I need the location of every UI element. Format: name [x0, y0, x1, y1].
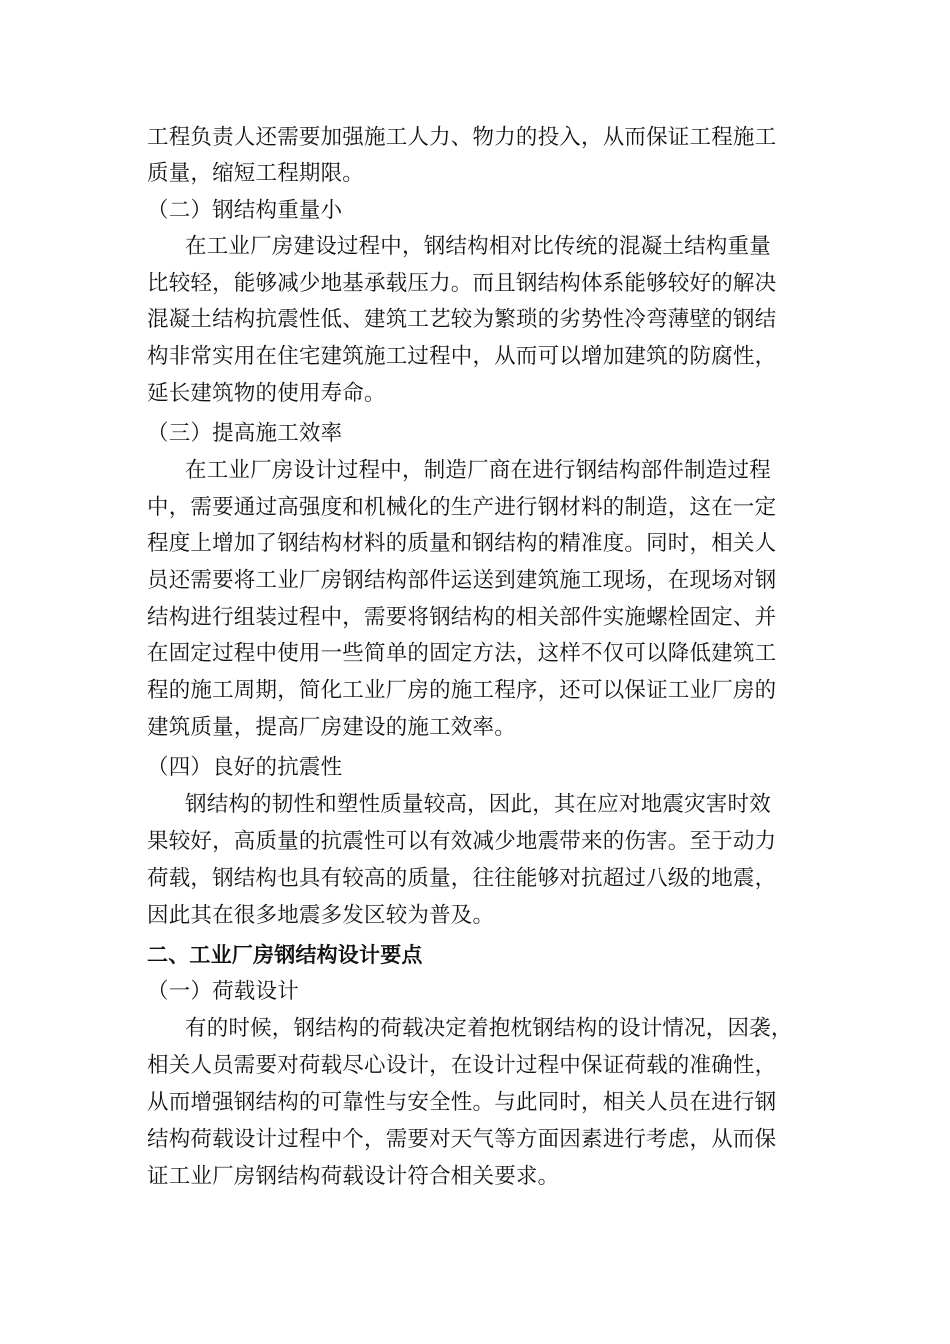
body-text-line: 建筑质量，提高厂房建设的施工效率。: [147, 715, 516, 740]
body-text-line: 相关人员需要对荷载尽心设计，在设计过程中保证荷载的准确性，: [147, 1053, 777, 1078]
body-text-line: 在工业厂房设计过程中，制造厂商在进行钢结构部件制造过程: [185, 458, 771, 483]
body-text-line: 质量，缩短工程期限。: [147, 161, 365, 186]
body-text-line: 果较好，高质量的抗震性可以有效减少地震带来的伤害。至于动力: [147, 829, 777, 854]
body-text-line: 工程负责人还需要加强施工人力、物力的投入，从而保证工程施工: [147, 125, 777, 150]
body-text-line: 中，需要通过高强度和机械化的生产进行钢材料的制造，这在一定: [147, 495, 777, 520]
section-heading: 二、工业厂房钢结构设计要点: [147, 943, 423, 967]
body-text-line: 证工业厂房钢结构荷载设计符合相关要求。: [147, 1164, 560, 1189]
section-subheading: （一）荷载设计: [147, 979, 299, 1004]
body-text-line: 因此其在很多地震多发区较为普及。: [147, 903, 495, 928]
body-text-line: 混凝土结构抗震性低、建筑工艺较为繁琐的劣势性冷弯薄壁的钢结: [147, 307, 777, 332]
body-text-line: 钢结构的韧性和塑性质量较高，因此，其在应对地震灾害时效: [185, 792, 771, 817]
body-text-line: 构非常实用在住宅建筑施工过程中，从而可以增加建筑的防腐性，: [147, 344, 777, 369]
section-subheading: （二）钢结构重量小: [147, 198, 343, 223]
body-text-line: 程的施工周期，简化工业厂房的施工程序，还可以保证工业厂房的: [147, 678, 777, 703]
body-text-line: 延长建筑物的使用寿命。: [147, 381, 386, 406]
body-text-line: 荷载，钢结构也具有较高的质量，往往能够对抗超过八级的地震，: [147, 866, 777, 891]
body-text-line: 比较轻，能够减少地基承载压力。而且钢结构体系能够较好的解决: [147, 271, 777, 296]
body-text-line: 员还需要将工业厂房钢结构部件运送到建筑施工现场，在现场对钢: [147, 568, 777, 593]
section-subheading: （三）提高施工效率: [147, 421, 343, 446]
body-text-line: 结构进行组装过程中，需要将钢结构的相关部件实施螺栓固定、并: [147, 605, 777, 630]
body-text-line: 从而增强钢结构的可靠性与安全性。与此同时，相关人员在进行钢: [147, 1090, 777, 1115]
body-text-line: 有的时候，钢结构的荷载决定着抱枕钢结构的设计情况，因袭，: [185, 1016, 793, 1041]
section-subheading: （四）良好的抗震性: [147, 755, 343, 780]
body-text-line: 在固定过程中使用一些简单的固定方法，这样不仅可以降低建筑工: [147, 641, 777, 666]
body-text-line: 结构荷载设计过程中个，需要对天气等方面因素进行考虑，从而保: [147, 1127, 777, 1152]
body-text-line: 在工业厂房建设过程中，钢结构相对比传统的混凝土结构重量: [185, 234, 771, 259]
body-text-line: 程度上增加了钢结构材料的质量和钢结构的精准度。同时，相关人: [147, 531, 777, 556]
